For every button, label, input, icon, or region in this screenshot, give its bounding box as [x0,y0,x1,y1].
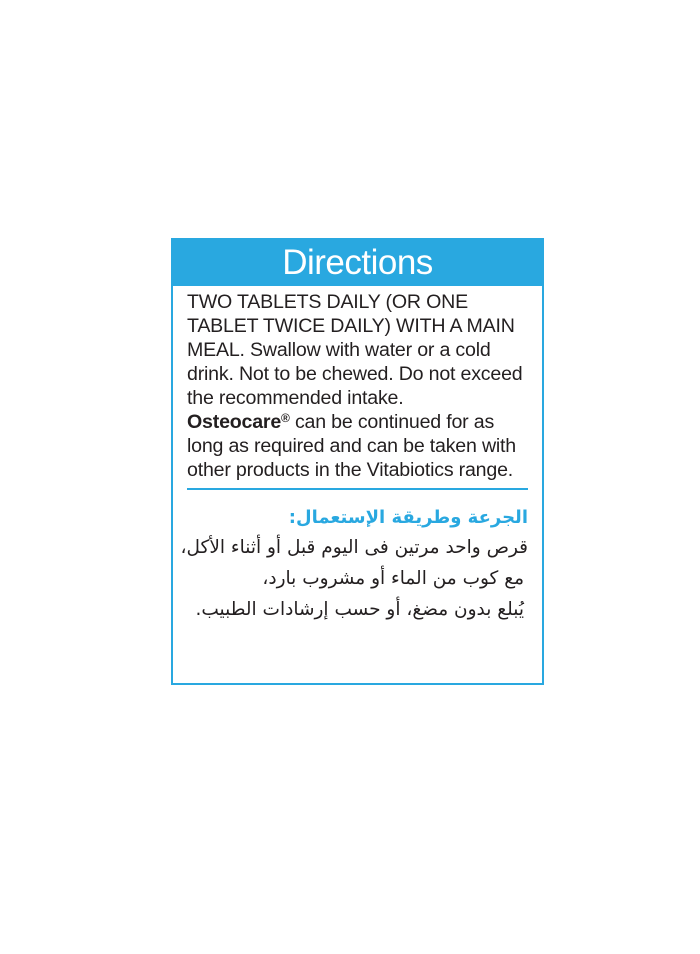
arabic-line-2: مع كوب من الماء أو مشروب بارد، [262,568,524,589]
arabic-line-3: يُبلع بدون مضغ، أو حسب إرشادات الطبيب. [195,599,524,620]
brand-name [187,411,290,433]
english-directions [187,290,530,482]
arabic-heading: الجرعة وطريقة الإستعمال: [288,507,528,528]
dosage-paragraph: TWO TABLETS DAILY (OR ONE TABLET TWICE DAILY) WITH A MAIN MEAL. Swallow with water or a cold drink. Not to be chewed. Do not exceed the recommended intake. [187,291,523,409]
usage-paragraph [187,410,530,482]
registered-mark: ® [281,411,290,425]
brand-name-text: Osteocare [187,411,282,433]
usage-text: can be continued for as long as required and can be taken with other products in the Vitabiotics range. [187,411,516,481]
arabic-line-1: قرص واحد مرتين فى اليوم قبل أو أثناء الأكل، [180,537,528,558]
section-divider [187,488,528,490]
arabic-directions [180,504,528,625]
panel-title: Directions [173,240,542,286]
directions-panel [171,238,544,685]
